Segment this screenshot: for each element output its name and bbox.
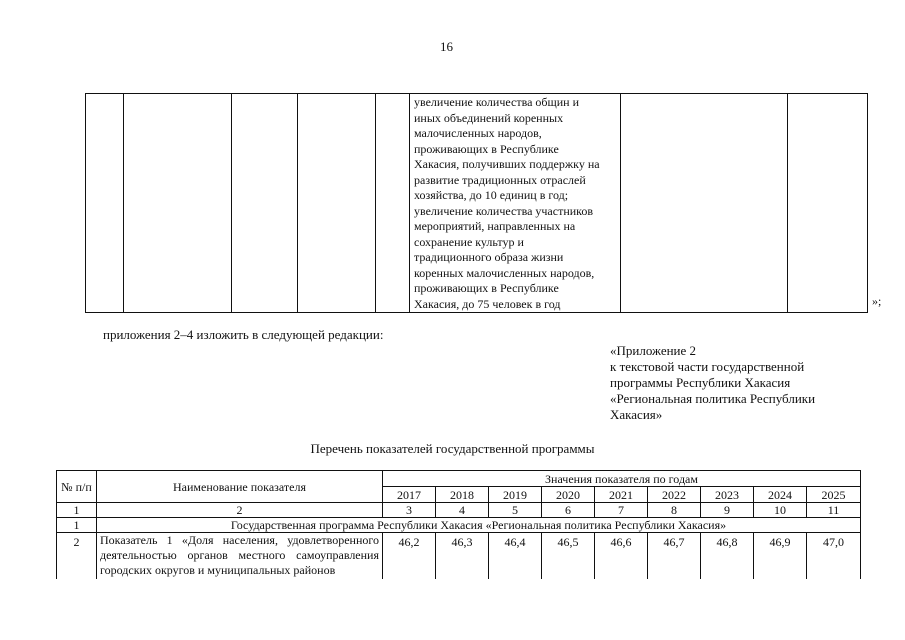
indicator-value: 46,3 xyxy=(436,533,489,580)
continuation-table xyxy=(85,93,868,313)
column-number: 10 xyxy=(754,503,807,518)
column-number: 6 xyxy=(542,503,595,518)
goals-line: сохранение культур и xyxy=(414,234,524,249)
header-year: 2018 xyxy=(436,487,489,503)
header-num: № п/п xyxy=(57,471,97,503)
empty-cell xyxy=(124,94,232,313)
program-row-title: Государственная программа Республики Хакасия «Региональная политика Республики Хакасия» xyxy=(97,518,861,533)
goals-line: проживающих в Республике xyxy=(414,141,559,156)
empty-cell xyxy=(621,94,788,313)
goals-line: хозяйства, до 10 единиц в год; xyxy=(414,188,569,202)
program-row-num: 1 xyxy=(57,518,97,533)
goals-line: Хакасия, получивших поддержку на xyxy=(414,157,600,171)
column-number: 2 xyxy=(97,503,383,518)
amendment-intro: приложения 2–4 изложить в следующей редакции: xyxy=(103,327,384,342)
header-values-by-year: Значения показателя по годам xyxy=(383,471,861,487)
goals-line: увеличение количества общин и xyxy=(414,95,580,109)
indicator-value: 47,0 xyxy=(807,533,861,580)
indicator-value: 46,4 xyxy=(489,533,542,580)
goals-line: проживающих в Республике xyxy=(414,281,559,295)
goals-line: малочисленных народов, xyxy=(414,126,542,140)
indicator-value: 46,8 xyxy=(701,533,754,580)
empty-cell xyxy=(86,94,124,313)
indicator-value: 46,9 xyxy=(754,533,807,580)
empty-cell xyxy=(376,94,410,313)
goals-line: увеличение количества участников xyxy=(414,203,594,218)
appendix-header xyxy=(610,343,870,423)
page-number: 16 xyxy=(440,39,453,54)
header-year: 2017 xyxy=(383,487,436,503)
header-year: 2021 xyxy=(595,487,648,503)
empty-cell xyxy=(298,94,376,313)
empty-cell xyxy=(232,94,298,313)
column-number: 3 xyxy=(383,503,436,518)
indicator-value: 46,6 xyxy=(595,533,648,580)
appendix-header-line: к текстовой части государственной xyxy=(610,359,805,374)
indicator-value: 46,5 xyxy=(542,533,595,580)
header-name: Наименование показателя xyxy=(97,471,383,503)
appendix-header-line: Хакасия» xyxy=(610,407,663,422)
indicator-name: Показатель 1 «Доля населения, удовлетворенного деятельностью органов местного самоуправления городских округов и муниципальных районов xyxy=(97,533,383,580)
closing-quote-mark: »; xyxy=(872,294,882,308)
goals-line: иных объединений коренных xyxy=(414,110,564,125)
header-year: 2024 xyxy=(754,487,807,503)
goals-line: коренных малочисленных народов, xyxy=(414,265,595,280)
row-num: 2 xyxy=(57,533,97,580)
goals-line: мероприятий, направленных на xyxy=(414,219,576,233)
indicator-value: 46,2 xyxy=(383,533,436,580)
goals-line: развитие традиционных отраслей xyxy=(414,172,586,187)
header-year: 2025 xyxy=(807,487,861,503)
appendix-header-line: программы Республики Хакасия xyxy=(610,375,791,390)
column-number: 9 xyxy=(701,503,754,518)
indicators-list-title: Перечень показателей государственной программы xyxy=(310,441,595,456)
indicator-value: 46,7 xyxy=(648,533,701,580)
indicators-table xyxy=(56,470,861,579)
column-number: 11 xyxy=(807,503,861,518)
goals-cell xyxy=(410,94,621,313)
appendix-header-line: «Приложение 2 xyxy=(610,343,697,358)
column-number: 8 xyxy=(648,503,701,518)
goals-line: традиционного образа жизни xyxy=(414,250,564,264)
column-number: 7 xyxy=(595,503,648,518)
header-year: 2019 xyxy=(489,487,542,503)
goals-line: Хакасия, до 75 человек в год xyxy=(414,296,561,311)
column-number: 4 xyxy=(436,503,489,518)
column-number: 1 xyxy=(57,503,97,518)
empty-cell xyxy=(788,94,868,313)
column-number: 5 xyxy=(489,503,542,518)
header-year: 2020 xyxy=(542,487,595,503)
header-year: 2022 xyxy=(648,487,701,503)
appendix-header-line: «Региональная политика Республики xyxy=(610,391,816,406)
header-year: 2023 xyxy=(701,487,754,503)
